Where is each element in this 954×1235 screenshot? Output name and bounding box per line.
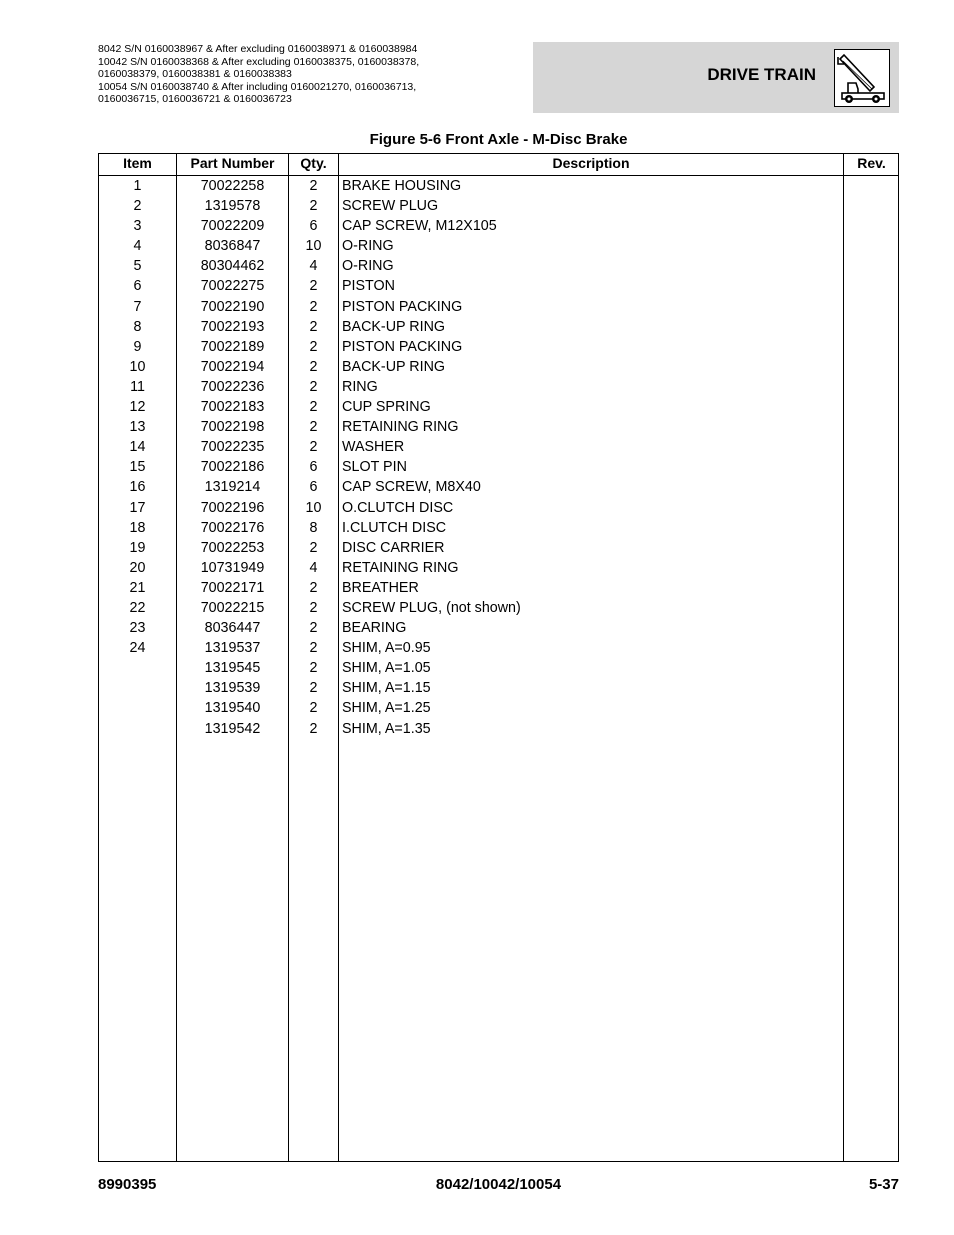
cell-description: BACK-UP RING (342, 358, 446, 375)
cell-item: 22 (129, 599, 146, 616)
cell-part-number: 8036447 (204, 620, 261, 637)
cell-description: DISC CARRIER (342, 539, 445, 556)
cell-qty: 2 (309, 439, 318, 456)
cell-part-number: 70022176 (200, 519, 265, 536)
cell-part-number: 70022215 (200, 599, 265, 616)
cell-item: 6 (133, 278, 142, 295)
cell-description: CAP SCREW, M8X40 (342, 479, 481, 496)
cell-item: 10 (129, 358, 146, 375)
cell-qty: 2 (309, 620, 318, 637)
table-row (99, 357, 898, 377)
cell-description: CUP SPRING (342, 399, 431, 416)
cell-part-number: 1319537 (204, 640, 261, 657)
cell-description: CAP SCREW, M12X105 (342, 218, 497, 235)
cell-description: BEARING (342, 620, 407, 637)
cell-qty: 2 (309, 419, 318, 436)
table-row (99, 477, 898, 497)
cell-part-number: 70022186 (200, 459, 265, 476)
cell-description: SCREW PLUG (342, 198, 439, 215)
cell-part-number: 70022189 (200, 338, 265, 355)
cell-description: SLOT PIN (342, 459, 407, 476)
cell-qty: 2 (309, 278, 318, 295)
cell-qty: 2 (309, 579, 318, 596)
table-row (99, 196, 898, 216)
cell-description: BACK-UP RING (342, 318, 446, 335)
cell-item: 20 (129, 559, 146, 576)
table-row (99, 236, 898, 256)
cell-item: 21 (129, 579, 146, 596)
cell-qty: 2 (309, 720, 318, 737)
table-row (99, 457, 898, 477)
cell-part-number: 70022235 (200, 439, 265, 456)
figure-title: Figure 5-6 Front Axle - M-Disc Brake (369, 131, 628, 148)
cell-part-number: 8036847 (204, 238, 261, 255)
cell-description: BRAKE HOUSING (342, 178, 462, 194)
cell-part-number: 10731949 (200, 559, 265, 576)
table-row (99, 578, 898, 598)
table-row (99, 256, 898, 276)
header-qty: Qty. (300, 155, 327, 171)
cell-qty: 2 (309, 399, 318, 416)
serial-number-block (98, 43, 419, 106)
cell-description: RING (342, 378, 378, 395)
cell-qty: 10 (305, 238, 322, 255)
section-header (533, 42, 899, 113)
table-body (99, 176, 898, 739)
cell-qty: 2 (309, 599, 318, 616)
table-row (99, 558, 898, 578)
table-row (99, 698, 898, 718)
cell-item: 23 (129, 620, 146, 637)
table-row (99, 638, 898, 658)
header-item: Item (123, 155, 152, 171)
cell-item: 8 (133, 318, 142, 335)
cell-part-number: 80304462 (200, 258, 265, 275)
cell-qty: 6 (309, 218, 318, 235)
cell-item: 2 (133, 198, 142, 215)
cell-description: O.CLUTCH DISC (342, 499, 454, 516)
cell-qty: 2 (309, 338, 318, 355)
cell-description: SHIM, A=1.35 (342, 720, 431, 737)
cell-description: O-RING (342, 238, 394, 255)
cell-item: 11 (130, 378, 145, 395)
cell-qty: 2 (309, 318, 318, 335)
table-row (99, 618, 898, 638)
table-row (99, 297, 898, 317)
cell-item: 13 (129, 419, 146, 436)
cell-item: 12 (129, 399, 146, 416)
table-row (99, 397, 898, 417)
table-row (99, 317, 898, 337)
cell-item: 17 (129, 499, 146, 516)
section-title: DRIVE TRAIN (707, 65, 816, 84)
cell-qty: 2 (309, 178, 318, 194)
header-part-number: Part Number (190, 155, 275, 171)
cell-qty: 2 (309, 539, 318, 556)
cell-item: 4 (133, 238, 142, 255)
cell-qty: 2 (309, 378, 318, 395)
cell-part-number: 70022253 (200, 539, 265, 556)
table-row (99, 377, 898, 397)
cell-qty: 2 (309, 298, 318, 315)
table-row (99, 538, 898, 558)
cell-part-number: 70022209 (200, 218, 265, 235)
cell-description: SHIM, A=1.05 (342, 660, 431, 677)
cell-part-number: 70022183 (200, 399, 265, 416)
cell-item: 16 (129, 479, 146, 496)
table-row (99, 498, 898, 518)
cell-description: SCREW PLUG, (not shown) (342, 599, 521, 616)
cell-qty: 4 (309, 258, 318, 275)
cell-part-number: 70022190 (200, 298, 265, 315)
cell-part-number: 1319214 (204, 479, 261, 496)
cell-description: PISTON PACKING (342, 338, 463, 355)
cell-part-number: 70022275 (200, 278, 265, 295)
cell-item: 1 (133, 178, 142, 194)
footer-models: 8042/10042/10054 (435, 1176, 562, 1193)
cell-qty: 6 (309, 479, 318, 496)
serial-line: 0160036715, 0160036721 & 0160036723 (98, 93, 292, 106)
serial-line: 8042 S/N 0160038967 & After excluding 0160038971 & 0160038984 (98, 43, 418, 55)
telehandler-icon (834, 49, 890, 107)
header-description: Description (552, 155, 630, 171)
cell-description: O-RING (342, 258, 394, 275)
cell-qty: 2 (309, 358, 318, 375)
cell-description: SHIM, A=1.25 (342, 700, 431, 717)
cell-qty: 2 (309, 660, 318, 677)
cell-part-number: 1319542 (204, 720, 261, 737)
cell-description: SHIM, A=0.95 (342, 640, 431, 657)
cell-part-number: 70022198 (200, 419, 265, 436)
cell-description: WASHER (342, 439, 405, 456)
cell-item: 14 (129, 439, 146, 456)
cell-qty: 10 (305, 499, 322, 516)
table-row (99, 598, 898, 618)
table-row (99, 437, 898, 457)
cell-description: I.CLUTCH DISC (342, 519, 447, 536)
table-row (99, 417, 898, 437)
table-row (99, 337, 898, 357)
cell-qty: 2 (309, 700, 318, 717)
cell-item: 7 (133, 298, 142, 315)
footer-page-number: 5-37 (868, 1176, 899, 1193)
cell-description: SHIM, A=1.15 (342, 680, 431, 697)
table-row (99, 276, 898, 296)
serial-line: 10054 S/N 0160038740 & After including 0160021270, 0160036713, (98, 80, 417, 93)
cell-part-number: 70022171 (200, 579, 265, 596)
cell-qty: 2 (309, 198, 318, 215)
parts-table (98, 153, 899, 1162)
cell-item: 18 (129, 519, 146, 536)
serial-line: 10042 S/N 0160038368 & After excluding 0160038375, 0160038378, (98, 55, 420, 68)
cell-qty: 2 (309, 640, 318, 657)
table-row (99, 719, 898, 739)
cell-part-number: 70022193 (200, 318, 265, 335)
cell-item: 3 (133, 218, 142, 235)
cell-part-number: 1319539 (204, 680, 261, 697)
cell-qty: 4 (309, 559, 318, 576)
cell-description: RETAINING RING (342, 419, 459, 436)
cell-item: 5 (133, 258, 142, 275)
cell-description: PISTON (342, 278, 395, 295)
cell-description: BREATHER (342, 579, 419, 596)
header-rev: Rev. (857, 155, 886, 171)
cell-part-number: 70022196 (200, 499, 265, 516)
table-row (99, 658, 898, 678)
table-row (99, 518, 898, 538)
cell-item: 24 (129, 640, 146, 657)
cell-qty: 6 (309, 459, 318, 476)
cell-part-number: 70022236 (200, 378, 265, 395)
cell-part-number: 1319545 (204, 660, 261, 677)
cell-description: RETAINING RING (342, 559, 459, 576)
table-row (99, 216, 898, 236)
cell-item: 9 (133, 338, 142, 355)
cell-description: PISTON PACKING (342, 298, 463, 315)
cell-part-number: 70022194 (200, 358, 265, 375)
footer-part-number: 8990395 (98, 1176, 157, 1193)
cell-part-number: 1319578 (204, 198, 261, 215)
cell-qty: 8 (309, 519, 318, 536)
table-row (99, 176, 898, 196)
serial-line: 0160038379, 0160038381 & 0160038383 (98, 68, 292, 81)
cell-item: 19 (129, 539, 146, 556)
table-row (99, 678, 898, 698)
cell-part-number: 1319540 (204, 700, 261, 717)
table-header (99, 154, 898, 176)
cell-item: 15 (129, 459, 146, 476)
cell-part-number: 70022258 (200, 178, 265, 194)
cell-qty: 2 (309, 680, 318, 697)
